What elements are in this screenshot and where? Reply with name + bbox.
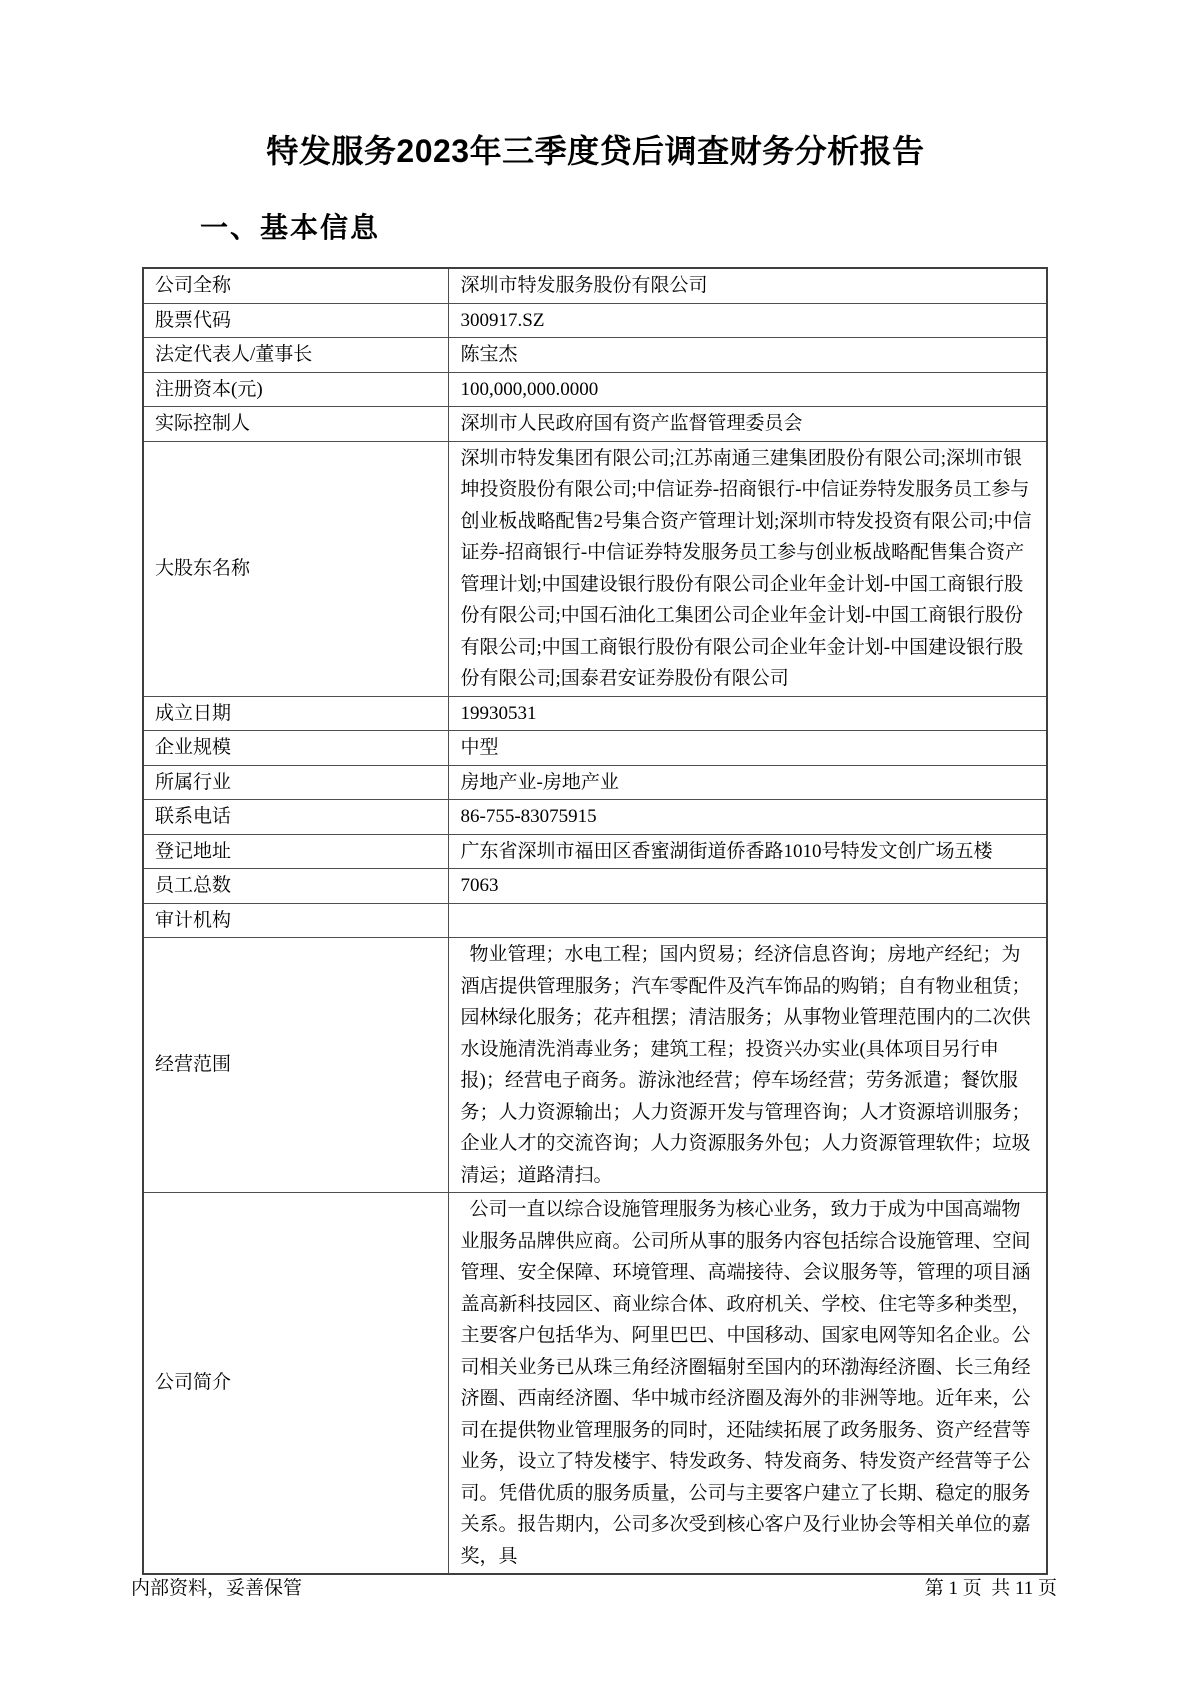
table-row-establishment-date	[143, 696, 1047, 731]
row-value: 深圳市人民政府国有资产监督管理委员会	[448, 407, 1047, 442]
row-value	[448, 903, 1047, 938]
table-row-company-full-name	[143, 268, 1047, 303]
table-row-legal-representative	[143, 338, 1047, 373]
document-title: 特发服务2023年三季度贷后调查财务分析报告	[266, 133, 925, 169]
table-row-contact-phone	[143, 800, 1047, 835]
row-value: 深圳市特发集团有限公司;江苏南通三建集团股份有限公司;深圳市银坤投资股份有限公司;中信证券-招商银行-中信证券特发服务员工参与创业板战略配售2号集合资产管理计划;深圳市特发投资有限公司;中信证券-招商银行-中信证券特发服务员工参与创业板战略配售集合资产管理计划;中国建设银行股份有限公司企业年金计划-中国工商银行股份有限公司;中国石油化工集团公司企业年金计划-中国工商银行股份有限公司;中国工商银行股份有限公司企业年金计划-中国建设银行股份有限公司;国泰君安证券股份有限公司	[448, 441, 1047, 696]
row-value: 100,000,000.0000	[448, 372, 1047, 407]
row-label: 登记地址	[143, 834, 448, 869]
row-label: 公司简介	[143, 1193, 448, 1575]
row-label: 大股东名称	[143, 441, 448, 696]
row-label: 法定代表人/董事长	[143, 338, 448, 373]
row-label: 公司全称	[143, 268, 448, 303]
row-value: 房地产业-房地产业	[448, 765, 1047, 800]
table-row-employee-count	[143, 869, 1047, 904]
row-value: 86-755-83075915	[448, 800, 1047, 835]
row-value: 19930531	[448, 696, 1047, 731]
table-row-industry	[143, 765, 1047, 800]
row-value: 中型	[448, 731, 1047, 766]
table-row-audit-agency	[143, 903, 1047, 938]
row-value: 广东省深圳市福田区香蜜湖街道侨香路1010号特发文创广场五楼	[448, 834, 1047, 869]
row-label: 注册资本(元)	[143, 372, 448, 407]
table-row-registered-capital	[143, 372, 1047, 407]
table-body	[143, 268, 1047, 1574]
table-row-company-profile	[143, 1193, 1047, 1575]
row-label: 股票代码	[143, 303, 448, 338]
row-value: 物业管理；水电工程；国内贸易；经济信息咨询；房地产经纪；为酒店提供管理服务；汽车零配件及汽车饰品的购销；自有物业租赁；园林绿化服务；花卉租摆；清洁服务；从事物业管理范围内的二次供水设施清洗消毒业务；建筑工程；投资兴办实业(具体项目另行申报)；经营电子商务。游泳池经营；停车场经营；劳务派遣；餐饮服务；人力资源输出；人力资源开发与管理咨询；人才资源培训服务；企业人才的交流咨询；人力资源服务外包；人力资源管理软件；垃圾清运；道路清扫。	[448, 938, 1047, 1193]
row-label: 所属行业	[143, 765, 448, 800]
footer-page-number: 第 1 页 共 11 页	[924, 1578, 1057, 1599]
table-row-actual-controller	[143, 407, 1047, 442]
table-row-major-shareholders	[143, 441, 1047, 696]
table-row-business-scope	[143, 938, 1047, 1193]
section-heading-basic-info: 一、基本信息	[200, 212, 381, 243]
row-value: 陈宝杰	[448, 338, 1047, 373]
row-value: 深圳市特发服务股份有限公司	[448, 268, 1047, 303]
table-row-stock-code	[143, 303, 1047, 338]
row-label: 成立日期	[143, 696, 448, 731]
row-value: 7063	[448, 869, 1047, 904]
row-label: 经营范围	[143, 938, 448, 1193]
row-value: 公司一直以综合设施管理服务为核心业务，致力于成为中国高端物业服务品牌供应商。公司所从事的服务内容包括综合设施管理、空间管理、安全保障、环境管理、高端接待、会议服务等，管理的项目涵盖高新科技园区、商业综合体、政府机关、学校、住宅等多种类型，主要客户包括华为、阿里巴巴、中国移动、国家电网等知名企业。公司相关业务已从珠三角经济圈辐射至国内的环渤海经济圈、长三角经济圈、西南经济圈、华中城市经济圈及海外的非洲等地。近年来，公司在提供物业管理服务的同时，还陆续拓展了政务服务、资产经营等业务，设立了特发楼宇、特发政务、特发商务、特发资产经营等子公司。凭借优质的服务质量，公司与主要客户建立了长期、稳定的服务关系。报告期内，公司多次受到核心客户及行业协会等相关单位的嘉奖，具	[448, 1193, 1047, 1575]
page-footer	[131, 1576, 1057, 1602]
row-label: 实际控制人	[143, 407, 448, 442]
row-label: 审计机构	[143, 903, 448, 938]
row-label: 联系电话	[143, 800, 448, 835]
basic-info-table	[142, 267, 1048, 1575]
footer-confidentiality-note: 内部资料，妥善保管	[131, 1578, 303, 1599]
row-label: 企业规模	[143, 731, 448, 766]
table-row-registered-address	[143, 834, 1047, 869]
row-value: 300917.SZ	[448, 303, 1047, 338]
row-label: 员工总数	[143, 869, 448, 904]
table-row-company-scale	[143, 731, 1047, 766]
